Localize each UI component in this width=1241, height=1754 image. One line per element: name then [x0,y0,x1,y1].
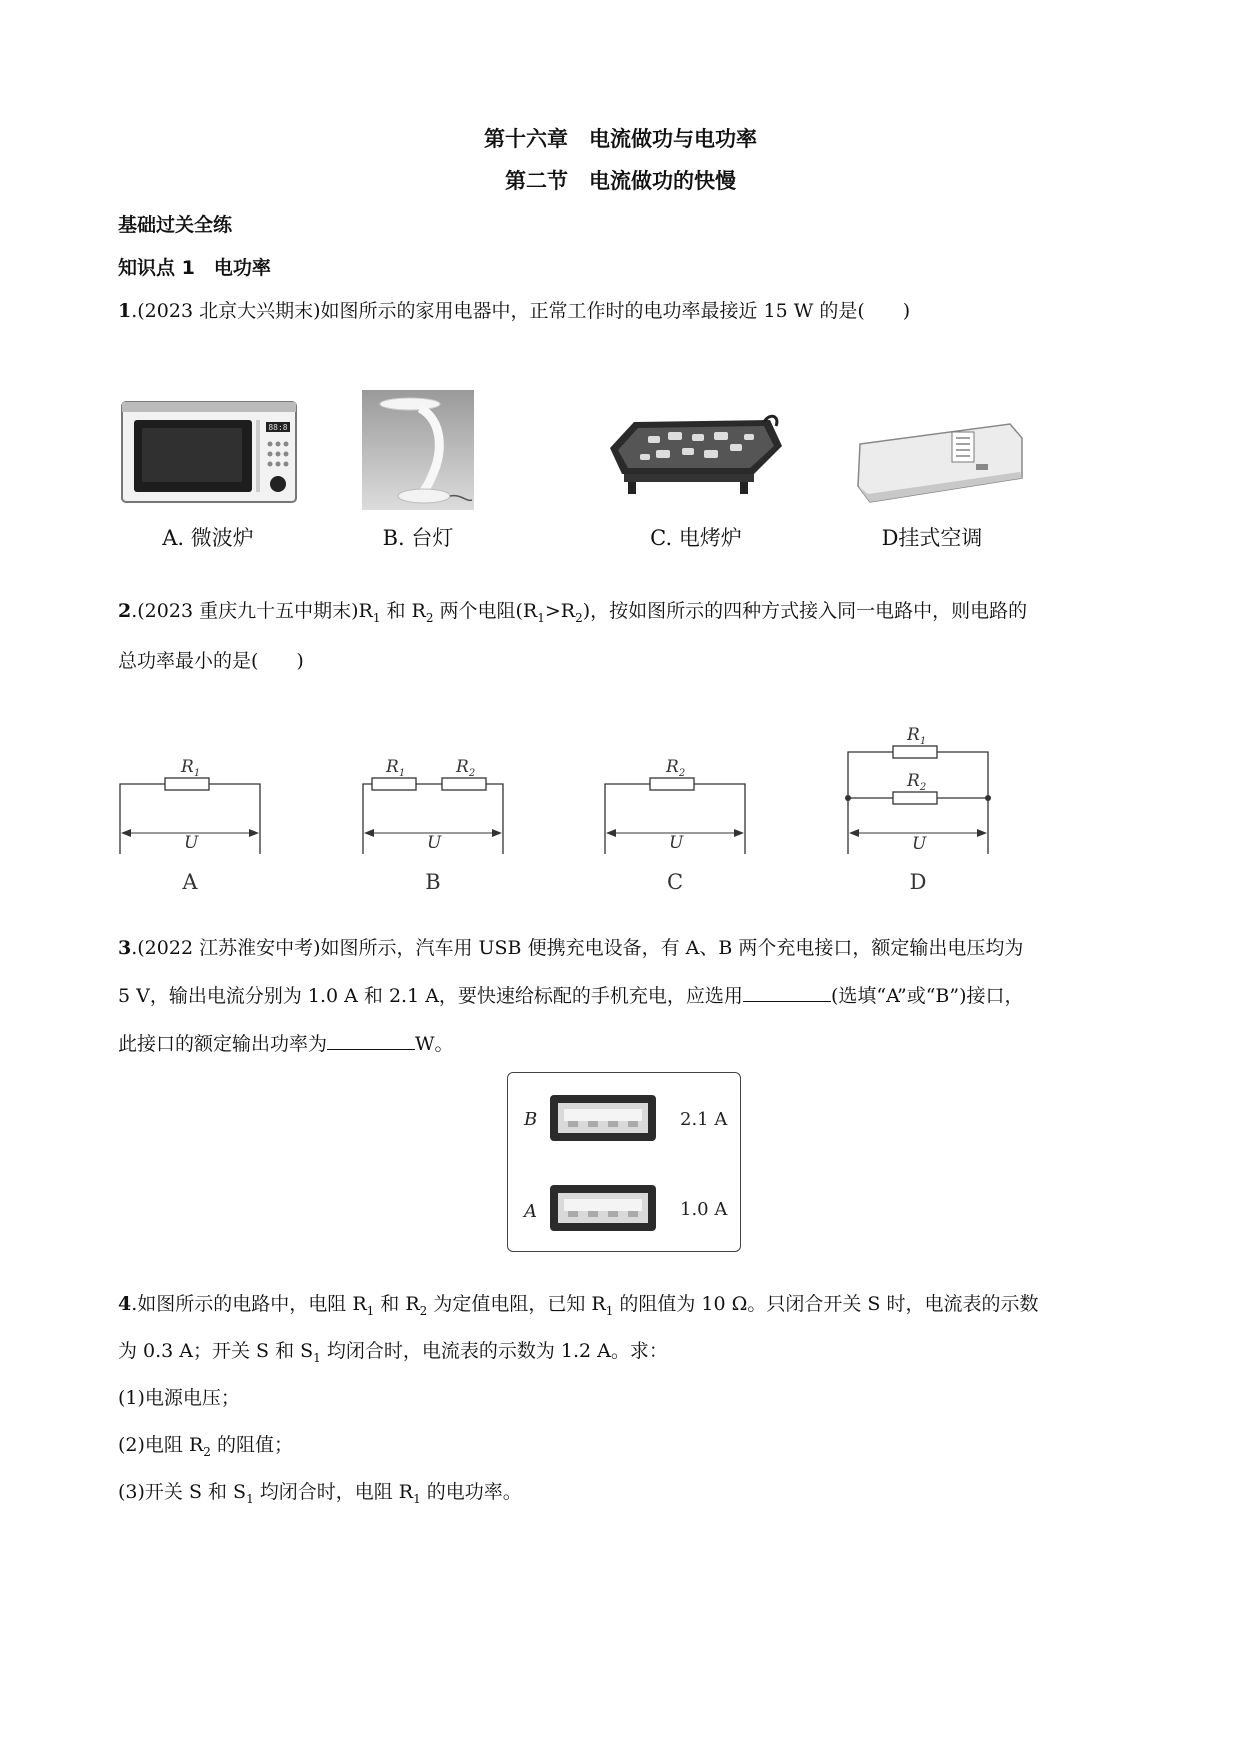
answer-blank-power[interactable] [327,1031,415,1050]
question-2-line-2: 总功率最小的是( ) [118,650,304,672]
resistor-label-r1: $R_1$ [386,757,406,779]
voltage-label: U [912,834,927,854]
option-label-c: C. 电烤炉 [650,526,742,550]
circuit-a [115,742,265,857]
question-4: 4.如图所示的电路中，电阻 $R_1$ 和 $R_2$ 为定值电阻，已知 $R_1$ 的阻值为 10 Ω。只闭合开关 S 时，电流表的示数 [118,1293,1039,1318]
circuit-d [843,722,993,857]
resistor-label-r2: $R_2$ [456,757,476,779]
question-number: 3 [118,937,132,959]
voltage-label: U [427,833,442,853]
circuit-caption-d: D [909,870,927,894]
port-name-a: A [524,1201,537,1222]
question-3-line-2: 5 V，输出电流分别为 1.0 A 和 2.1 A，要快速给标配的手机充电，应选用 (选填“A”或“B”)接口， [118,985,1024,1007]
question-1 [118,296,910,326]
circuit-caption-b: B [425,870,441,894]
air-conditioner-icon [850,420,1026,506]
chapter-title: 第十六章 电流做功与电功率 [484,127,757,151]
circuit-caption-a: A [182,870,198,894]
port-current-a: 1.0 A [680,1199,728,1220]
desk-lamp-icon [362,390,474,510]
question-4-line-2: 为 0.3 A；开关 S 和 $S_1$ 均闭合时，电流表的示数为 1.2 A。求： [118,1340,668,1365]
question-number: 2 [118,600,132,622]
microwave-icon [120,400,298,506]
port-current-b: 2.1 A [680,1109,728,1130]
circuit-b [358,742,508,857]
part-heading: 基础过关全练 [118,214,233,236]
question-number: 1 [118,300,132,322]
microwave-display: 88:8 [268,423,288,432]
option-label-a: A. 微波炉 [162,526,254,550]
usb-charger-figure [507,1072,741,1252]
question-text: .(2023 北京大兴期末)如图所示的家用电器中，正常工作时的电功率最接近 15 W 的是( ) [131,300,911,322]
resistor-label-r2: $R_2$ [666,757,686,779]
resistor-label-r1: $R_1$ [181,757,201,779]
option-label-d: D挂式空调 [881,526,983,550]
question-3: 3.(2022 江苏淮安中考)如图所示，汽车用 USB 便携充电设备，有 A、B 两个充电接口，额定输出电压均为 [118,937,1024,959]
question-number: 4 [118,1293,132,1315]
question-3-line-3: 此接口的额定输出功率为 W。 [118,1033,454,1055]
port-name-b: B [524,1109,538,1130]
section-title: 第二节 电流做功的快慢 [505,169,736,193]
option-label-b: B. 台灯 [382,526,454,550]
resistor-label-r1: $R_1$ [907,725,927,747]
question-4-item-3: (3)开关 S 和 $S_1$ 均闭合时，电阻 $R_1$ 的电功率。 [118,1481,522,1506]
electric-grill-icon [604,412,784,498]
knowledge-point-heading: 知识点 1 电功率 [118,257,271,279]
circuit-caption-c: C [666,870,684,894]
question-2: 2.(2023 重庆九十五中期末)$R_1$ 和 $R_2$ 两个电阻$(R_1>R_2)$，按如图所示的四种方式接入同一电路中，则电路的 [118,600,1028,625]
circuit-c [600,742,750,857]
voltage-label: U [184,833,199,853]
resistor-label-r2: $R_2$ [907,771,927,793]
answer-blank-port[interactable] [743,983,831,1002]
question-4-item-2: (2)电阻 $R_2$ 的阻值； [118,1434,293,1459]
voltage-label: U [669,833,684,853]
question-4-item-1: (1)电源电压； [118,1387,240,1409]
